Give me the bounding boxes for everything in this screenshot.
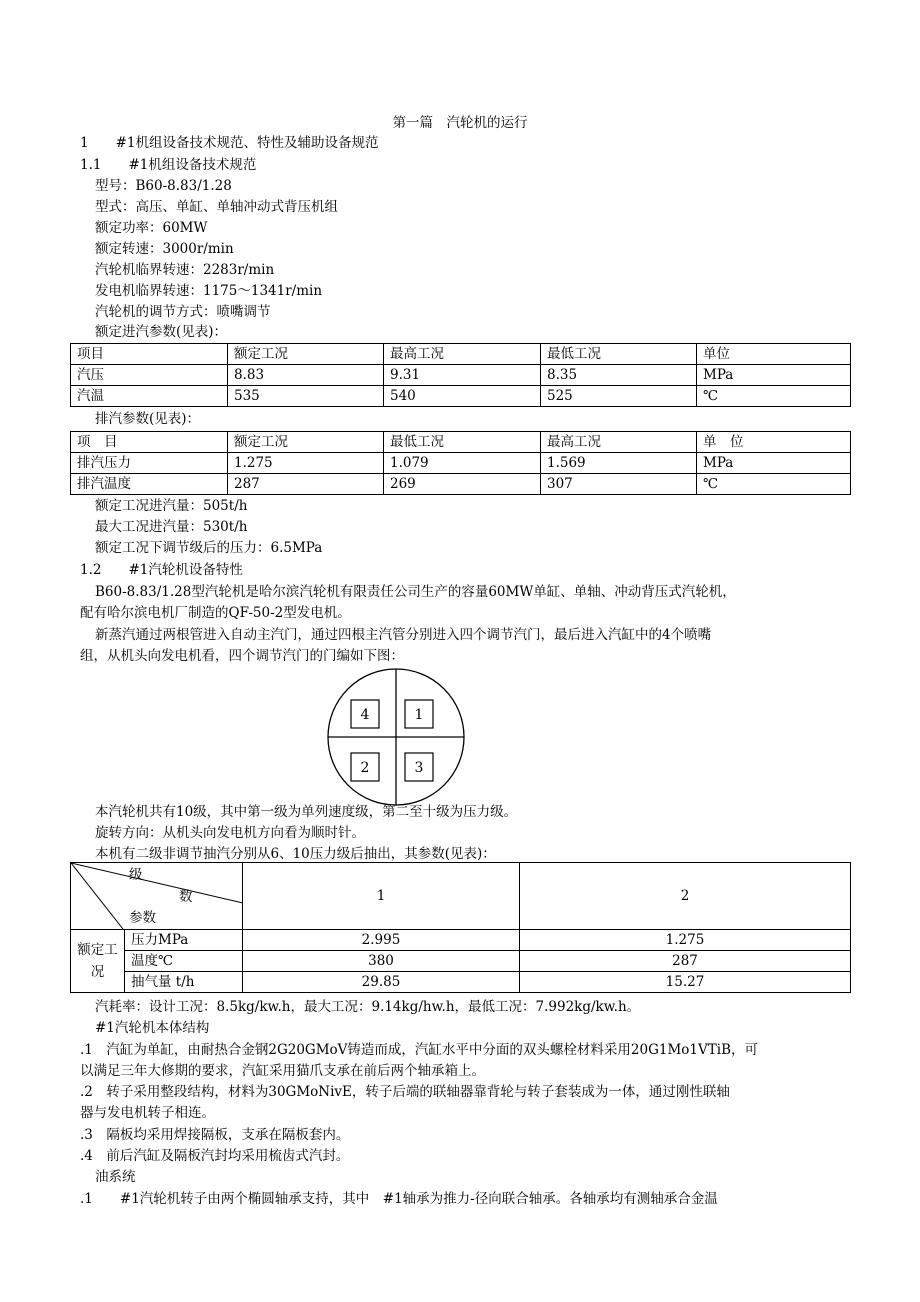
table-cell: 1.275 bbox=[520, 930, 851, 951]
body-structure-heading: #1汽轮机本体结构 bbox=[95, 1020, 210, 1036]
table-header: 项 目 bbox=[71, 432, 228, 453]
paragraph-line: .1 #1汽轮机转子由两个椭圆轴承支持，其中 #1轴承为推力-径向联合轴承。各轴承均有测轴承合金温 bbox=[80, 1191, 718, 1207]
table-cell: 排汽温度 bbox=[71, 474, 228, 495]
table-header: 最高工况 bbox=[384, 344, 541, 365]
paragraph-line: 本汽轮机共有10级，其中第一级为单列速度级，第二至十级为压力级。 bbox=[95, 804, 518, 820]
table-header-row bbox=[71, 432, 851, 453]
table-header-row bbox=[71, 344, 851, 365]
table-row bbox=[71, 386, 851, 407]
spec-model: 型号：B60-8.83/1.28 bbox=[95, 178, 232, 194]
paragraph-line: 以满足三年大修期的要求，汽缸采用猫爪支承在前后两个轴承箱上。 bbox=[80, 1063, 485, 1079]
table-cell: 2.995 bbox=[243, 930, 520, 951]
table-cell: 307 bbox=[541, 474, 697, 495]
table-cell: 压力MPa bbox=[125, 930, 243, 951]
valve-number: 3 bbox=[414, 760, 424, 776]
section-heading-1: 1 #1机组设备技术规范、特性及辅助设备规范 bbox=[80, 135, 379, 151]
table-cell: 汽压 bbox=[71, 365, 228, 386]
paragraph-line: 本机有二级非调节抽汽分别从6、10压力级后抽出，其参数(见表)： bbox=[95, 846, 496, 862]
table-header: 额定工况 bbox=[228, 344, 384, 365]
diagonal-lines bbox=[71, 863, 243, 929]
table-header: 最低工况 bbox=[541, 344, 697, 365]
paragraph-line: 新蒸汽通过两根管进入自动主汽门，通过四根主汽管分别进入四个调节汽门，最后进入汽缸中的4个喷嘴 bbox=[95, 627, 712, 643]
table-cell: 287 bbox=[228, 474, 384, 495]
diagonal-header-cell bbox=[71, 863, 243, 930]
spec-power: 额定功率：60MW bbox=[95, 220, 208, 236]
table-cell: 排汽压力 bbox=[71, 453, 228, 474]
table-cell: 8.83 bbox=[228, 365, 384, 386]
paragraph-line: 组，从机头向发电机看，四个调节汽门的门编如下图： bbox=[80, 648, 404, 664]
table-cell: 汽温 bbox=[71, 386, 228, 407]
table-cell: 抽气量 t/h bbox=[125, 972, 243, 993]
spec-inlet-params-label: 额定进汽参数(见表)： bbox=[95, 324, 228, 340]
paragraph-line: .1 汽缸为单缸，由耐热合金钢2G20GMoV铸造而成，汽缸水平中分面的双头螺栓材料采用20G1Mo1VTiB，可 bbox=[80, 1042, 758, 1058]
table-row bbox=[71, 972, 851, 993]
paragraph-line: 配有哈尔滨电机厂制造的QF-50-2型发电机。 bbox=[80, 605, 351, 621]
valve-numbering-diagram bbox=[326, 667, 466, 807]
table-cell: 540 bbox=[384, 386, 541, 407]
rated-inlet-flow: 额定工况进汽量：505t/h bbox=[95, 498, 248, 514]
table-cell: 287 bbox=[520, 951, 851, 972]
paragraph-line: 旋转方向：从机头向发电机方向看为顺时针。 bbox=[95, 825, 365, 841]
table-cell: MPa bbox=[697, 365, 851, 386]
exhaust-params-table bbox=[70, 431, 851, 495]
table-cell: 1.079 bbox=[384, 453, 541, 474]
chapter-title: 第一篇 汽轮机的运行 bbox=[392, 115, 528, 131]
table-cell: 15.27 bbox=[520, 972, 851, 993]
table-cell: 535 bbox=[228, 386, 384, 407]
table-cell: 8.35 bbox=[541, 365, 697, 386]
table-cell: 269 bbox=[384, 474, 541, 495]
table-cell: 380 bbox=[243, 951, 520, 972]
corner-label-number: 数 bbox=[179, 889, 193, 905]
paragraph-line: 器与发电机转子相连。 bbox=[80, 1105, 215, 1121]
table-header: 1 bbox=[243, 863, 520, 930]
max-inlet-flow: 最大工况进汽量：530t/h bbox=[95, 519, 248, 535]
extraction-params-table bbox=[70, 862, 851, 993]
valve-number: 4 bbox=[360, 707, 370, 723]
oil-system-heading: 油系统 bbox=[95, 1169, 136, 1185]
table-row bbox=[71, 474, 851, 495]
corner-label-stage: 级 bbox=[129, 867, 143, 883]
exhaust-params-label: 排汽参数(见表)： bbox=[95, 411, 201, 427]
paragraph-line: B60-8.83/1.28型汽轮机是哈尔滨汽轮机有限责任公司生产的容量60MW单缸、单轴、冲动背压式汽轮机， bbox=[95, 584, 736, 600]
table-header: 额定工况 bbox=[228, 432, 384, 453]
section-heading-1-1: 1.1 #1机组设备技术规范 bbox=[80, 157, 257, 173]
table-row bbox=[71, 930, 851, 951]
table-cell: 29.85 bbox=[243, 972, 520, 993]
table-header: 最高工况 bbox=[541, 432, 697, 453]
table-header-row bbox=[71, 863, 851, 930]
table-header: 单位 bbox=[697, 344, 851, 365]
inlet-params-table bbox=[70, 343, 851, 407]
diagonal-line bbox=[71, 863, 243, 903]
rated-condition-label: 额定工况 bbox=[71, 930, 125, 993]
table-cell: 1.275 bbox=[228, 453, 384, 474]
spec-speed: 额定转速：3000r/min bbox=[95, 241, 234, 257]
paragraph-line: .4 前后汽缸及隔板汽封均采用梳齿式汽封。 bbox=[80, 1148, 350, 1164]
table-header: 最低工况 bbox=[384, 432, 541, 453]
table-header: 2 bbox=[520, 863, 851, 930]
table-header: 项目 bbox=[71, 344, 228, 365]
spec-regulation-mode: 汽轮机的调节方式：喷嘴调节 bbox=[95, 304, 271, 320]
table-cell: 温度℃ bbox=[125, 951, 243, 972]
table-header: 单 位 bbox=[697, 432, 851, 453]
table-cell: MPa bbox=[697, 453, 851, 474]
table-row bbox=[71, 453, 851, 474]
valve-number: 1 bbox=[414, 707, 424, 723]
valve-number: 2 bbox=[360, 760, 370, 776]
table-cell: 9.31 bbox=[384, 365, 541, 386]
table-cell: 1.569 bbox=[541, 453, 697, 474]
paragraph-line: .2 转子采用整段结构，材料为30GMoNivE，转子后端的联轴器靠背轮与转子套装成为一体，通过刚性联轴 bbox=[80, 1084, 730, 1100]
spec-generator-critical-speed: 发电机临界转速：1175～1341r/min bbox=[95, 283, 323, 299]
spec-type: 型式：高压、单缸、单轴冲动式背压机组 bbox=[95, 199, 338, 215]
spec-turbine-critical-speed: 汽轮机临界转速：2283r/min bbox=[95, 262, 275, 278]
table-cell: ℃ bbox=[697, 474, 851, 495]
steam-consumption-line: 汽耗率：设计工况：8.5kg/kw.h，最大工况：9.14kg/hw.h，最低工况：7.992kg/kw.h。 bbox=[95, 999, 641, 1015]
table-row bbox=[71, 951, 851, 972]
corner-label-params: 参数 bbox=[129, 910, 156, 926]
section-heading-1-2: 1.2 #1汽轮机设备特性 bbox=[80, 562, 243, 578]
table-cell: 525 bbox=[541, 386, 697, 407]
paragraph-line: .3 隔板均采用焊接隔板，支承在隔板套内。 bbox=[80, 1127, 350, 1143]
table-row bbox=[71, 365, 851, 386]
control-stage-pressure: 额定工况下调节级后的压力：6.5MPa bbox=[95, 540, 323, 556]
table-cell: ℃ bbox=[697, 386, 851, 407]
